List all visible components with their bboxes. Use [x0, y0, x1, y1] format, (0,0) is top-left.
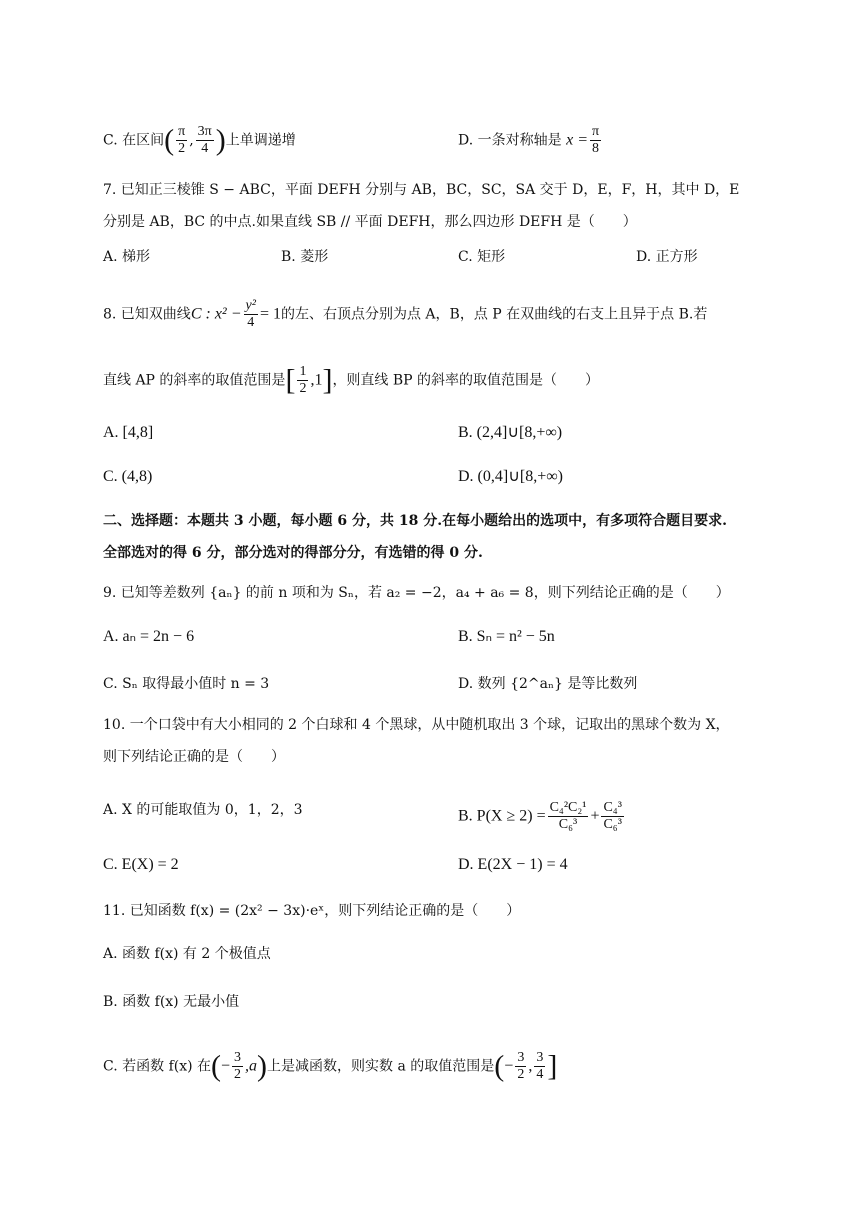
q8-option-a: A. [4,8] [103, 424, 154, 441]
q8-option-c: C. (4,8) [103, 468, 153, 485]
fraction: $\frac{\text{C₄²C₂¹}}{\text{C₆³}}$ [549, 800, 587, 832]
fraction: $\frac{3}{2}$ [517, 1050, 525, 1082]
q8-stem-line2: 直线 AP 的斜率的取值范围是[ $\frac{1}{2}$ ,1]，则直线 BP 的斜率的取值范围是（ ） [103, 363, 600, 397]
section2-instructions-line1: 二、选择题：本题共 3 小题，每小题 6 分，共 18 分.在每小题给出的选项中，有多项符合题目要求. [103, 513, 727, 529]
q6-optc-prefix: C. 在区间 [103, 132, 165, 149]
q11-option-b: B. 函数 f(x) 无最小值 [103, 994, 240, 1010]
q11-option-a: A. 函数 f(x) 有 2 个极值点 [103, 946, 271, 962]
fraction: $\frac{3\pi}{4}$ [197, 124, 212, 156]
q7-option-d: D. 正方形 [636, 249, 698, 265]
q10-option-d: D. E(2X − 1) = 4 [458, 856, 568, 873]
fraction: $\frac{\text{C₄³}}{\text{C₆³}}$ [603, 800, 622, 832]
fraction: $\frac{3}{4}$ [536, 1050, 544, 1082]
fraction: $\frac{\pi}{2}$ [178, 124, 186, 156]
q6-option-d: D. 一条对称轴是 x = $\frac{\pi}{8}$ [458, 124, 600, 156]
q10-option-b: B. P(X ≥ 2) = $\frac{\text{C₄²C₂¹}}{\text{C₆³}}$ + $\frac{\text{C₄³}}{\text{C₆³}}$ [458, 800, 622, 832]
fraction: $\frac{\pi}{8}$ [592, 124, 600, 156]
q11-stem: 11. 已知函数 f(x) = (2x² − 3x)·eˣ，则下列结论正确的是（ ） [103, 903, 521, 919]
q10-stem-line1: 10. 一个口袋中有大小相同的 2 个白球和 4 个黑球，从中随机取出 3 个球，记取出的黑球个数为 X， [103, 717, 730, 733]
fraction: $\frac{3}{2}$ [234, 1050, 242, 1082]
q9-option-d: D. 数列 {2^aₙ} 是等比数列 [458, 676, 638, 692]
q8-stem-line1: 8. 已知双曲线C : x² − $\frac{\text{y²}}{4}$ = 1的左、右顶点分别为点 A，B，点 P 在双曲线的右支上且异于点 B.若 [103, 298, 708, 330]
q7-option-b: B. 菱形 [281, 249, 329, 265]
q9-option-a: A. aₙ = 2n − 6 [103, 628, 195, 645]
q8-option-b: B. (2,4]∪[8,+∞) [458, 424, 563, 441]
q6-option-c: C. 在区间( $\frac{\pi}{2}$ , $\frac{3\pi}{4}$ )上单调递增 [103, 123, 296, 157]
q9-option-c: C. Sₙ 取得最小值时 n = 3 [103, 676, 270, 692]
q8-option-d: D. (0,4]∪[8,+∞) [458, 468, 564, 485]
section2-instructions-line2: 全部选对的得 6 分，部分选对的得部分分，有选错的得 0 分. [103, 545, 483, 561]
q7-option-c: C. 矩形 [458, 249, 506, 265]
q9-stem: 9. 已知等差数列 {aₙ} 的前 n 项和为 Sₙ，若 a₂ = −2，a₄ + a₆ = 8，则下列结论正确的是（ ） [103, 585, 730, 601]
q10-stem-line2: 则下列结论正确的是（ ） [103, 749, 285, 765]
q7-stem-line2: 分别是 AB，BC 的中点.如果直线 SB // 平面 DEFH，那么四边形 DEFH 是（ ） [103, 214, 637, 230]
q9-option-b: B. Sₙ = n² − 5n [458, 628, 555, 645]
q7-option-a: A. 梯形 [103, 249, 151, 265]
q10-option-a: A. X 的可能取值为 0，1，2，3 [103, 802, 303, 818]
q11-option-c: C. 若函数 f(x) 在(− $\frac{3}{2}$ ,a)上是减函数，则实数 a 的取值范围是(− $\frac{3}{2}$ , $\frac{3}{4}$ ] [103, 1049, 558, 1083]
q7-stem-line1: 7. 已知正三棱锥 S − ABC，平面 DEFH 分别与 AB，BC，SC，SA 交于 D，E，F，H，其中 D，E [103, 182, 740, 198]
q6-optc-suffix: 上单调递增 [225, 132, 296, 149]
fraction: $\frac{\text{y²}}{4}$ [245, 298, 256, 330]
fraction: $\frac{1}{2}$ [299, 364, 307, 396]
q10-option-c: C. E(X) = 2 [103, 856, 179, 873]
